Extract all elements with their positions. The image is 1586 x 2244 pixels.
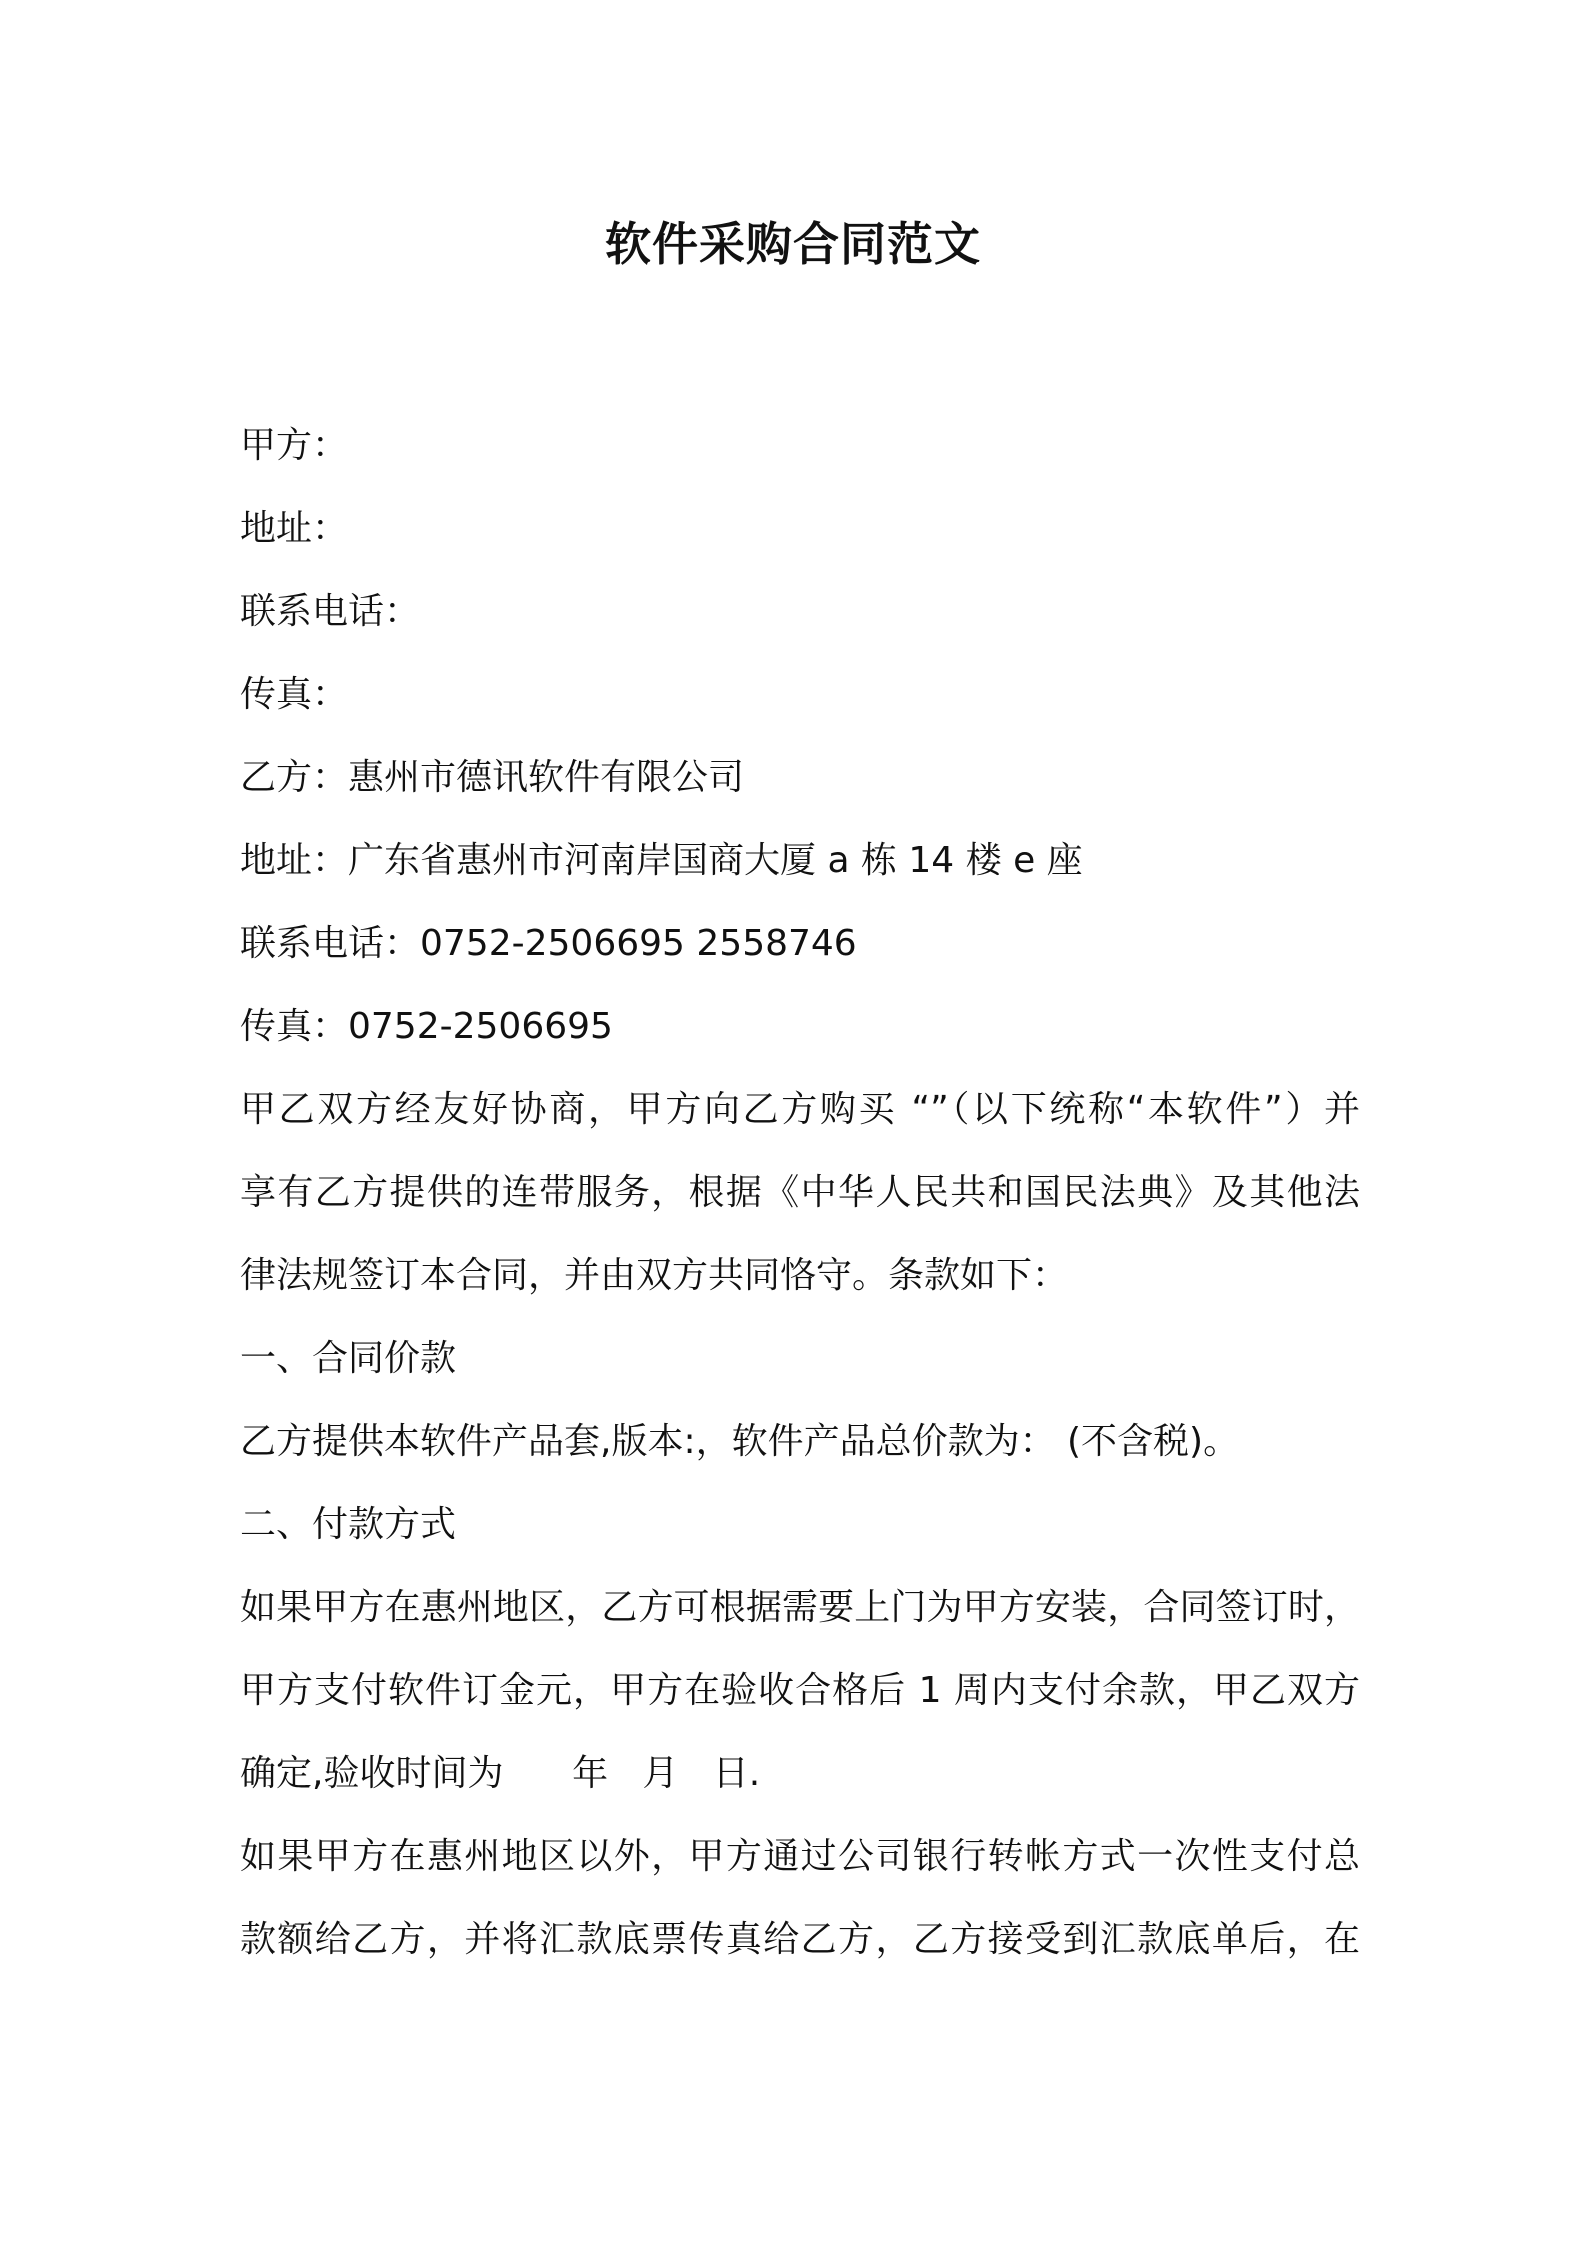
party-b-name: 乙方：惠州市德讯软件有限公司 [240, 757, 745, 798]
price-clause: 乙方提供本软件产品套,版本:，软件产品总价款为： (不含税)。 [240, 1421, 1240, 1462]
payment-clause-line-2: 甲方支付软件订金元，甲方在验收合格后 1 周内支付余款，甲乙双方 [240, 1670, 1360, 1711]
party-a-address: 地址： [240, 508, 349, 549]
section-heading-payment: 二、付款方式 [240, 1504, 457, 1545]
payment-clause-line-4: 如果甲方在惠州地区以外，甲方通过公司银行转帐方式一次性支付总 [240, 1836, 1360, 1877]
preamble-line-3: 律法规签订本合同，并由双方共同恪守。条款如下： [240, 1255, 1069, 1296]
party-b-phone: 联系电话：0752-2506695 2558746 [240, 923, 857, 964]
payment-clause-line-3: 确定,验收时间为 年 月 日. [240, 1753, 761, 1794]
preamble-line-1: 甲乙双方经友好协商，甲方向乙方购买 “”（以下统称“本软件”）并 [240, 1089, 1360, 1130]
contract-body [240, 404, 1360, 1981]
party-b-fax: 传真：0752-2506695 [240, 1006, 613, 1047]
party-b-address: 地址：广东省惠州市河南岸国商大厦 a 栋 14 楼 e 座 [240, 840, 1083, 881]
preamble-line-2: 享有乙方提供的连带服务，根据《中华人民共和国民法典》及其他法 [240, 1172, 1360, 1213]
payment-clause-line-5: 款额给乙方，并将汇款底票传真给乙方，乙方接受到汇款底单后，在 [240, 1919, 1360, 1960]
party-a-phone: 联系电话： [240, 591, 421, 632]
party-a-label: 甲方： [240, 425, 349, 466]
document-title: 软件采购合同范文 [605, 217, 981, 271]
section-heading-price: 一、合同价款 [240, 1338, 457, 1379]
payment-clause-line-1: 如果甲方在惠州地区，乙方可根据需要上门为甲方安装，合同签订时， [240, 1587, 1360, 1628]
party-a-fax: 传真： [240, 674, 349, 715]
